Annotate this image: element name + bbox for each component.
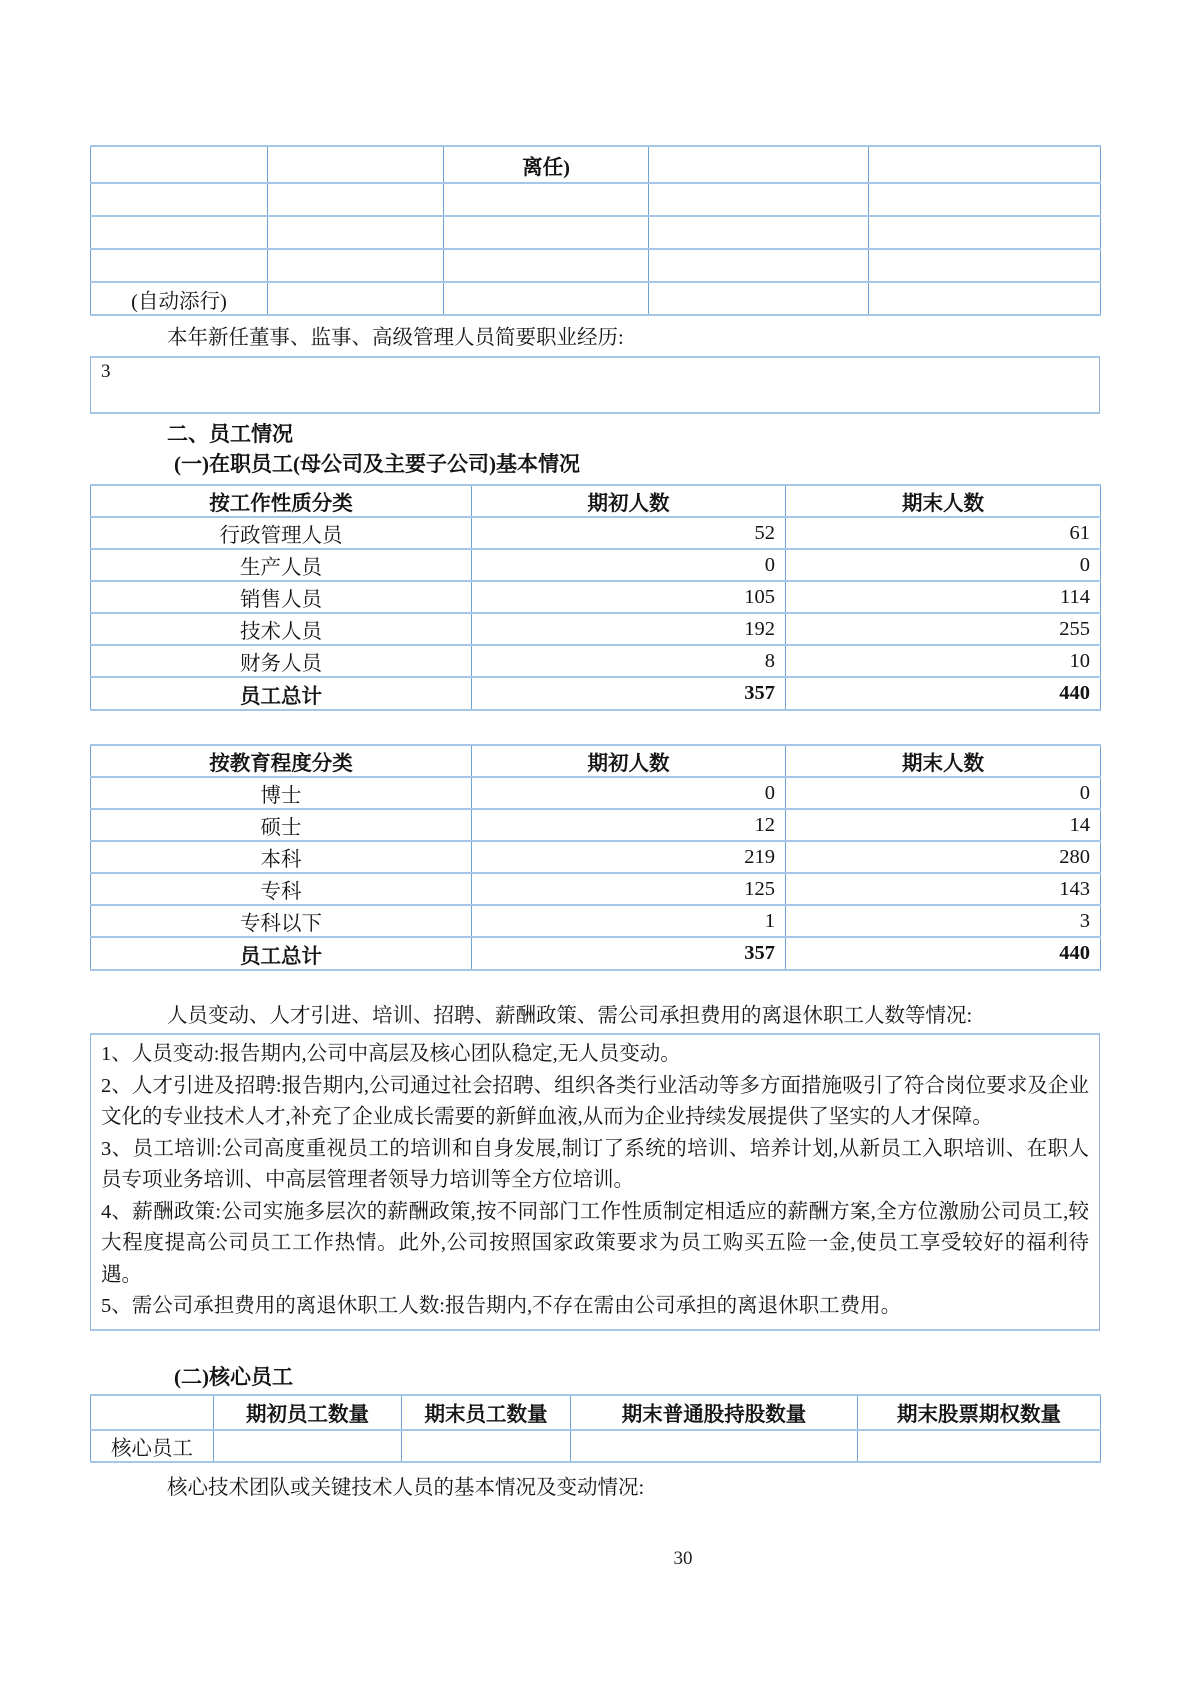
cell-value: 3: [786, 905, 1101, 937]
table-cell: [649, 146, 869, 183]
table-row: [91, 613, 1101, 645]
header-begin-count: 期初人数: [472, 485, 786, 517]
cell-value: 12: [472, 809, 786, 841]
cell-value: 52: [472, 517, 786, 549]
table-row: [91, 146, 1101, 183]
page-content: [90, 0, 1100, 1501]
table-cell: [214, 1430, 402, 1462]
table-cell: [91, 1395, 214, 1430]
table-header-row: [91, 745, 1101, 777]
cell-value: 14: [786, 809, 1101, 841]
table-total-row: [91, 937, 1101, 970]
cell-value: 10: [786, 645, 1101, 677]
cell-value: 0: [786, 549, 1101, 581]
table-row: [91, 645, 1101, 677]
hr-note-item-2: 2、人才引进及招聘:报告期内,公司通过社会招聘、组织各类行业活动等多方面措施吸引了符合岗位要求及企业文化的专业技术人才,补充了企业成长需要的新鲜血液,从而为企业持续发展提供了坚实的人才保障。: [101, 1074, 1089, 1128]
hr-note-item-5: 5、需公司承担费用的离退休职工人数:报告期内,不存在需由公司承担的离退休职工费用。: [101, 1295, 902, 1317]
row-label: 本科: [91, 841, 472, 873]
table-cell: [649, 216, 869, 249]
table-row: [91, 249, 1101, 282]
hr-note-item-1: 1、人员变动:报告期内,公司中高层及核心团队稳定,无人员变动。: [101, 1043, 681, 1065]
table-cell: [444, 216, 649, 249]
row-label: 财务人员: [91, 645, 472, 677]
header-end-common-shares: 期末普通股持股数量: [571, 1395, 858, 1430]
cell-value: 105: [472, 581, 786, 613]
table-row: [91, 216, 1101, 249]
cell-value: 125: [472, 873, 786, 905]
core-employee-row-label: 核心员工: [91, 1430, 214, 1462]
table-row: [91, 905, 1101, 937]
table-cell: [268, 249, 444, 282]
header-education-category: 按教育程度分类: [91, 745, 472, 777]
cell-value: 114: [786, 581, 1101, 613]
table-cell: [268, 282, 444, 315]
employees-by-job-table: [90, 484, 1101, 711]
header-end-count: 期末人数: [786, 485, 1101, 517]
row-label: 技术人员: [91, 613, 472, 645]
table-row: [91, 282, 1101, 315]
row-label: 行政管理人员: [91, 517, 472, 549]
table-cell: [869, 216, 1101, 249]
table-cell: [91, 146, 268, 183]
employees-by-education-table: [90, 744, 1101, 971]
row-label: 博士: [91, 777, 472, 809]
table-row: [91, 777, 1101, 809]
hr-note-item-4: 4、薪酬政策:公司实施多层次的薪酬政策,按不同部门工作性质制定相适应的薪酬方案,全方位激励公司员工,较大程度提高公司员工工作热情。此外,公司按照国家政策要求为员工购买五险一金,使员工享受较好的福利待遇。: [101, 1200, 1089, 1286]
total-value: 440: [786, 937, 1101, 970]
row-label: 专科: [91, 873, 472, 905]
table-cell: [869, 183, 1101, 216]
core-employees-table: [90, 1394, 1101, 1463]
header-begin-employee-count: 期初员工数量: [214, 1395, 402, 1430]
row-label: 硕士: [91, 809, 472, 841]
row-label: 生产人员: [91, 549, 472, 581]
table-row: [91, 581, 1101, 613]
cell-value: 219: [472, 841, 786, 873]
table-cell-departure: 离任): [444, 146, 649, 183]
cell-value: 192: [472, 613, 786, 645]
subsection-heading-core-employees: (二)核心员工: [174, 1364, 293, 1389]
header-job-category: 按工作性质分类: [91, 485, 472, 517]
table-cell: [444, 249, 649, 282]
row-label: 销售人员: [91, 581, 472, 613]
cell-value: 1: [472, 905, 786, 937]
hr-notes-caption: 人员变动、人才引进、培训、招聘、薪酬政策、需公司承担费用的离退休职工人数等情况:: [167, 1005, 973, 1027]
table-row: [91, 873, 1101, 905]
section-heading-employees: 二、员工情况: [167, 422, 293, 446]
table-cell: [649, 249, 869, 282]
cell-value: 0: [472, 549, 786, 581]
cell-value: 143: [786, 873, 1101, 905]
table-row: [91, 517, 1101, 549]
total-value: 357: [472, 677, 786, 710]
cell-value: 280: [786, 841, 1101, 873]
table-row: [91, 1430, 1101, 1462]
subsection-heading-active-employees: (一)在职员工(母公司及主要子公司)基本情况: [174, 452, 580, 476]
table-cell: [869, 282, 1101, 315]
row-label: 专科以下: [91, 905, 472, 937]
table-cell: [268, 183, 444, 216]
total-value: 440: [786, 677, 1101, 710]
page-number: 30: [673, 1548, 693, 1569]
table-cell: [91, 216, 268, 249]
table-cell: [91, 183, 268, 216]
cell-value: 255: [786, 613, 1101, 645]
table-cell: [649, 282, 869, 315]
table-cell: [869, 146, 1101, 183]
table-row: [91, 841, 1101, 873]
career-history-caption: 本年新任董事、监事、高级管理人员简要职业经历:: [167, 327, 624, 349]
table-cell: [858, 1430, 1101, 1462]
cell-value: 61: [786, 517, 1101, 549]
table-total-row: [91, 677, 1101, 710]
table-cell: [268, 216, 444, 249]
table-cell-auto-row: (自动添行): [91, 282, 268, 315]
table-cell: [444, 282, 649, 315]
hr-notes-box: [90, 1033, 1100, 1331]
table-row: [91, 809, 1101, 841]
total-label: 员工总计: [91, 937, 472, 970]
table-cell: [869, 249, 1101, 282]
cell-value: 0: [472, 777, 786, 809]
table-cell: [649, 183, 869, 216]
header-end-employee-count: 期末员工数量: [402, 1395, 571, 1430]
table-cell: [402, 1430, 571, 1462]
career-history-box: 3: [90, 356, 1100, 414]
table-cell: [91, 249, 268, 282]
cell-value: 0: [786, 777, 1101, 809]
total-label: 员工总计: [91, 677, 472, 710]
table-header-row: [91, 485, 1101, 517]
header-end-stock-options: 期末股票期权数量: [858, 1395, 1101, 1430]
table-cell: [444, 183, 649, 216]
header-end-count: 期末人数: [786, 745, 1101, 777]
core-tech-team-caption: 核心技术团队或关键技术人员的基本情况及变动情况:: [167, 1476, 645, 1499]
table-cell: [268, 146, 444, 183]
table-cell: [571, 1430, 858, 1462]
cell-value: 8: [472, 645, 786, 677]
officer-change-table: [90, 145, 1101, 316]
hr-note-item-3: 3、员工培训:公司高度重视员工的培训和自身发展,制订了系统的培训、培养计划,从新员工入职培训、在职人员专项业务培训、中高层管理者领导力培训等全方位培训。: [101, 1137, 1089, 1191]
total-value: 357: [472, 937, 786, 970]
table-header-row: [91, 1395, 1101, 1430]
table-row: [91, 183, 1101, 216]
table-row: [91, 549, 1101, 581]
header-begin-count: 期初人数: [472, 745, 786, 777]
